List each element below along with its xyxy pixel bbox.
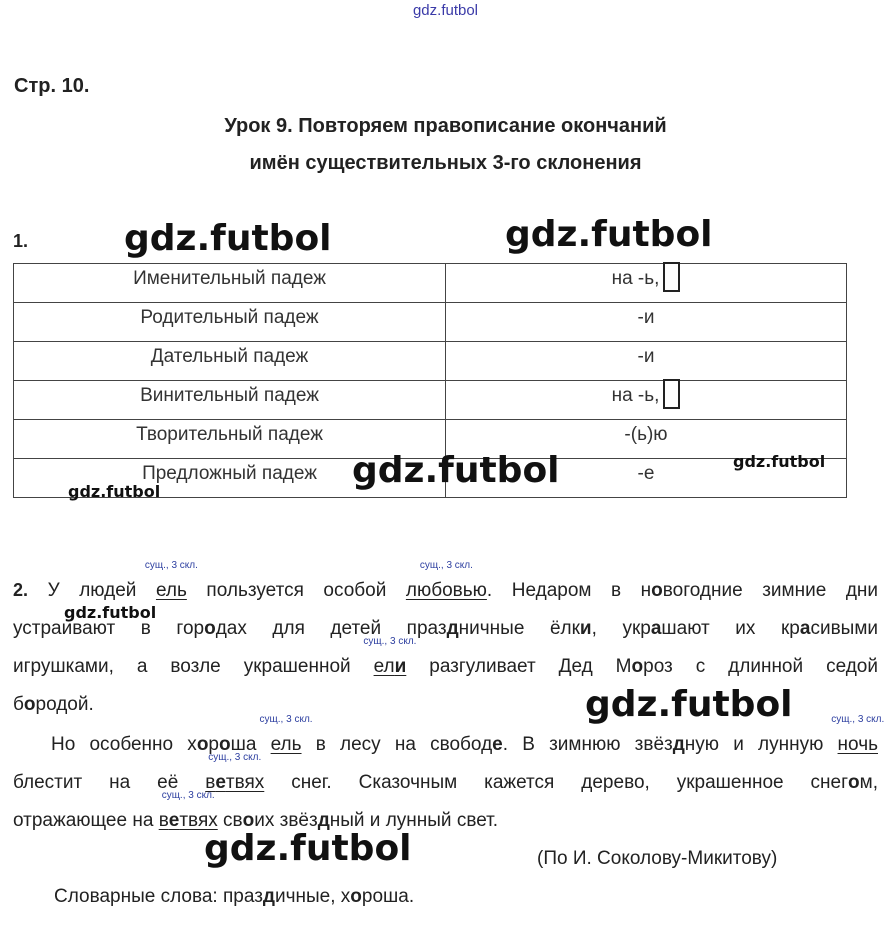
empty-ending-box [663, 379, 680, 409]
watermark: gdz.futbol [204, 828, 412, 869]
annotation: сущ., 3 скл. [259, 714, 313, 725]
case-cell: Винительный падеж [14, 381, 446, 420]
dictionary-text: ичные, х [274, 886, 351, 907]
watermark: gdz.futbol [733, 452, 826, 471]
ending-cell [446, 381, 847, 420]
annotation: сущ., 3 скл. [208, 752, 262, 763]
lesson-title-line1: Урок 9. Повторяем правописание окончаний [224, 115, 667, 137]
empty-ending-box [663, 262, 680, 292]
table-row [14, 264, 847, 303]
author-attribution: (По И. Соколову-Микитову) [537, 848, 778, 869]
table-row [14, 381, 847, 420]
case-cell: Именительный падеж [14, 264, 446, 303]
ending-cell [446, 264, 847, 303]
annotated-word: сущ., 3 скл. ночь [831, 714, 885, 755]
dictionary-label: Словарные слова: [54, 886, 218, 907]
ending-text: на -ь, [611, 385, 660, 406]
table-row [14, 303, 847, 342]
dictionary-text-end: роша. [361, 886, 415, 907]
text-line: отражающее на сущ., 3 скл. ветвях своих звёздный и лунный свет. [13, 790, 499, 831]
annotation: сущ., 3 скл. [161, 790, 215, 801]
annotated-word: сущ., 3 скл. ель [259, 714, 313, 755]
annotation: сущ., 3 скл. [831, 714, 885, 725]
watermark: gdz.futbol [505, 214, 713, 255]
annotation: сущ., 3 скл. [363, 636, 417, 647]
text-line: игрушками, а возле украшенной сущ., 3 скл. ели разгуливает Дед Мороз с длинной седой [13, 636, 878, 677]
case-cell: Творительный падеж [14, 420, 446, 459]
annotated-word: сущ., 3 скл. ель [144, 560, 198, 601]
watermark: gdz.futbol [352, 450, 560, 491]
watermark: gdz.futbol [585, 684, 793, 725]
ending-text: на -ь, [611, 268, 660, 289]
annotation: сущ., 3 скл. [144, 560, 198, 571]
text-line: бородой. [13, 694, 94, 715]
exercise-2-number: 2. [13, 580, 29, 600]
ending-cell: -и [446, 303, 847, 342]
text-line: Но особенно хороша сущ., 3 скл. ель в лесу на свободе. В зимнюю звёздную и лунную сущ., 3 скл. ночь [51, 714, 885, 755]
text-line: устраивают в городах для детей праздничные ёлки, украшают их красивыми [13, 618, 878, 639]
watermark: gdz.futbol [124, 218, 332, 259]
ending-cell: -е [446, 459, 847, 498]
ending-cell: -и [446, 342, 847, 381]
annotated-word: сущ., 3 скл. любовью [405, 560, 487, 601]
watermark: gdz.futbol [64, 603, 157, 622]
watermark-top: gdz.futbol [412, 2, 479, 19]
dictionary-words: Словарные слова: праздичные, хороша. [54, 886, 415, 907]
lesson-title-line2: имён существительных 3-го склонения [249, 152, 642, 174]
annotated-word: сущ., 3 скл. ветвях [158, 790, 218, 831]
ending-cell: -(ь)ю [446, 420, 847, 459]
table-row [14, 342, 847, 381]
annotated-word: сущ., 3 скл. ветвях [205, 752, 265, 793]
annotation: сущ., 3 скл. [419, 560, 473, 571]
annotated-word: сущ., 3 скл. ели [363, 636, 417, 677]
case-cell: Предложный падеж [14, 459, 446, 498]
exercise-1-number: 1. [13, 231, 29, 251]
watermark: gdz.futbol [68, 482, 161, 501]
page-number: Стр. 10. [14, 75, 90, 97]
text-line: блестит на её сущ., 3 скл. ветвях снег. Сказочным кажется дерево, украшенное снегом, [13, 752, 878, 793]
case-cell: Родительный падеж [14, 303, 446, 342]
text-line: 2. У людей сущ., 3 скл. ель пользуется особой сущ., 3 скл. любовью. Недаром в новогодние зимние дни [13, 560, 879, 601]
case-cell: Дательный падеж [14, 342, 446, 381]
